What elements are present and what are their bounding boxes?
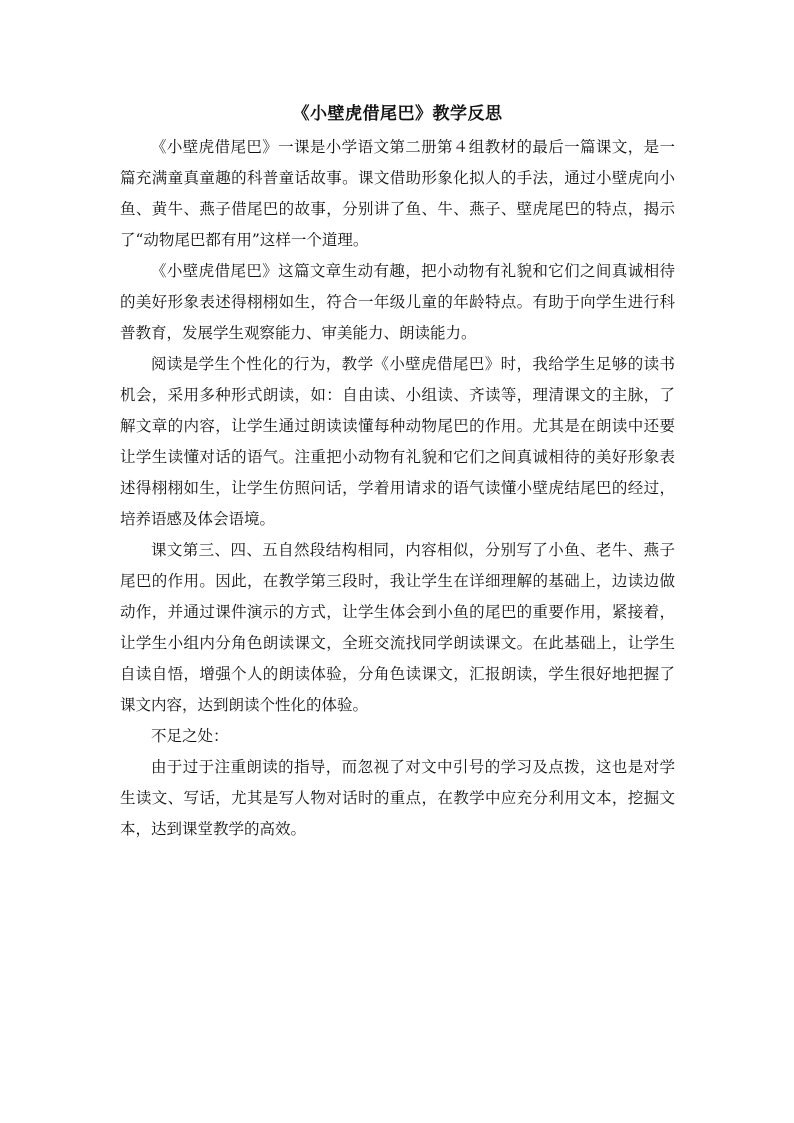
document-title: 《小壁虎借尾巴》教学反思	[292, 104, 503, 124]
paragraph-reading-method: 阅读是学生个性化的行为，教学《小壁虎借尾巴》时，我给学生足够的读书机会，采用多种形式朗读，如：自由读、小组读、齐读等，理清课文的主脉，了解文章的内容，让学生通过朗读读懂每种动物尾巴的作用。尤其是在朗读中还要让学生读懂对话的语气。注重把小动物有礼貌和它们之间真诚相待的美好形象表述得栩栩如生，让学生仿照问话，学着用请求的语气读懂小壁虎结尾巴的经过，培养语感及体会语境。	[120, 355, 675, 528]
paragraph-lesson-intro: 《小壁虎借尾巴》一课是小学语文第二册第４组教材的最后一篇课文，是一篇充满童真童趣的科普童话故事。课文借助形象化拟人的手法，通过小壁虎向小鱼、黄牛、燕子借尾巴的故事，分别讲了鱼、牛、燕子、壁虎尾巴的特点，揭示了“动物尾巴都有用”这样一个道理。	[120, 138, 675, 249]
paragraph-paragraph-structure: 课文第三、四、五自然段结构相同，内容相似，分别写了小鱼、老牛、燕子尾巴的作用。因此，在教学第三段时，我让学生在详细理解的基础上，边读边做动作，并通过课件演示的方式，让学生体会到小鱼的尾巴的重要作用，紧接着，让学生小组内分角色朗读课文，全班交流找同学朗读课文。在此基础上，让学生自读自悟，增强个人的朗读体验，分角色读课文，汇报朗读，学生很好地把握了课文内容，达到朗读个性化的体验。	[120, 541, 675, 714]
paragraph-shortcomings-heading: 不足之处：	[151, 727, 229, 745]
paragraph-text-features: 《小壁虎借尾巴》这篇文章生动有趣，把小动物有礼貌和它们之间真诚相待的美好形象表述得栩栩如生，符合一年级儿童的年龄特点。有助于向学生进行科普教育，发展学生观察能力、审美能力、朗读能力。	[120, 262, 675, 342]
paragraph-shortcomings-detail: 由于过于注重朗读的指导，而忽视了对文中引号的学习及点拨，这也是对学生读文、写话，尤其是写人物对话时的重点，在教学中应充分利用文本，挖掘文本，达到课堂教学的高效。	[120, 758, 675, 838]
document-body	[120, 98, 675, 845]
